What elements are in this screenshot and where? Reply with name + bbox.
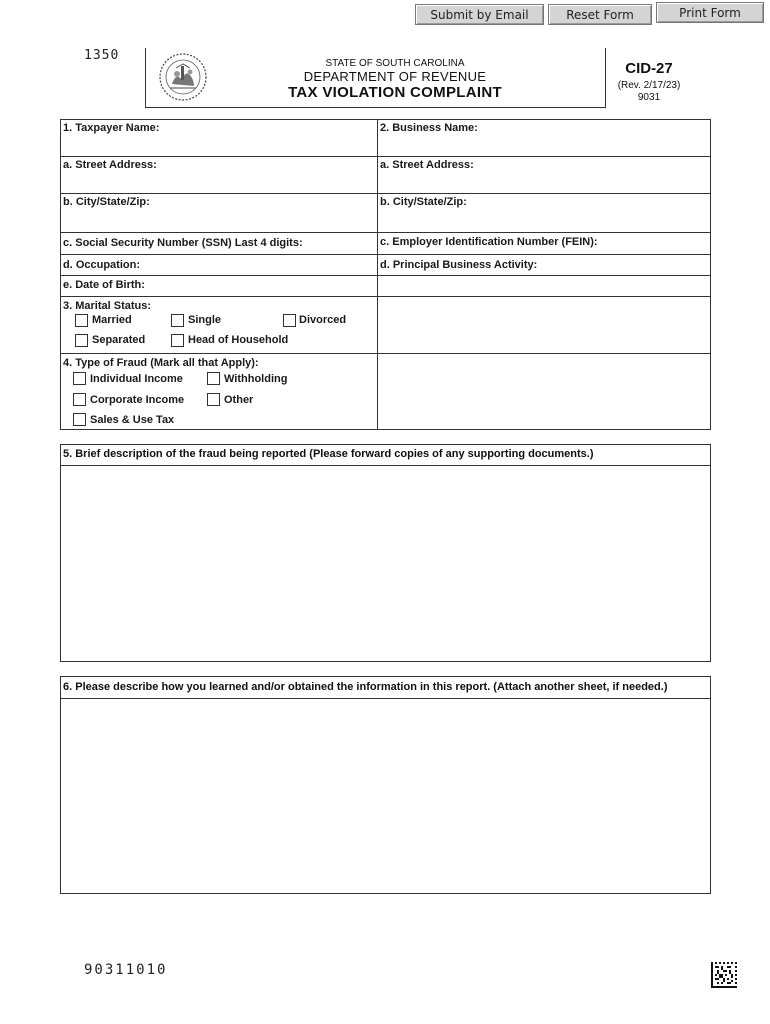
row-divider [60, 353, 711, 354]
barcode-number: 90311010 [84, 962, 168, 978]
other-label: Other [224, 394, 254, 406]
information-source-textarea[interactable] [61, 699, 710, 893]
reset-form-button[interactable]: Reset Form [548, 4, 652, 25]
form-code-top: 1350 [84, 48, 120, 63]
corporate-income-checkbox[interactable] [73, 393, 86, 406]
fraud-description-textarea[interactable] [61, 466, 710, 661]
fraud-type-label: 4. Type of Fraud (Mark all that Apply): [63, 357, 259, 369]
marital-status-label: 3. Marital Status: [63, 300, 152, 312]
business-street-field[interactable]: a. Street Address: [380, 159, 474, 171]
header-divider-left [145, 48, 146, 108]
row-divider [60, 156, 711, 157]
fraud-description-label: 5. Brief description of the fraud being reported (Please forward copies of any supporting documents.) [63, 448, 594, 460]
taxpayer-dob-field[interactable]: e. Date of Birth: [63, 279, 145, 291]
head-of-household-label: Head of Household [188, 334, 289, 346]
row-divider [60, 254, 711, 255]
information-source-label: 6. Please describe how you learned and/or obtained the information in this report. (Attach another sheet, if needed.) [63, 681, 668, 693]
separated-checkbox[interactable] [75, 334, 88, 347]
single-label: Single [188, 314, 222, 326]
withholding-label: Withholding [224, 373, 288, 385]
row-divider [60, 296, 711, 297]
taxpayer-name-field[interactable]: 1. Taxpayer Name: [63, 122, 160, 134]
state-name: STATE OF SOUTH CAROLINA [325, 58, 465, 69]
row-divider [60, 193, 711, 194]
taxpayer-street-field[interactable]: a. Street Address: [63, 159, 157, 171]
individual-income-checkbox[interactable] [73, 372, 86, 385]
department-name: DEPARTMENT OF REVENUE [303, 69, 487, 84]
taxpayer-ssn-field[interactable]: c. Social Security Number (SSN) Last 4 digits: [63, 237, 303, 249]
head-of-household-checkbox[interactable] [171, 334, 184, 347]
state-seal-icon [158, 52, 208, 102]
divorced-checkbox[interactable] [283, 314, 296, 327]
2d-barcode-icon [711, 962, 737, 988]
individual-income-label: Individual Income [90, 373, 183, 385]
corporate-income-label: Corporate Income [90, 394, 185, 406]
form-id: CID-27 [625, 60, 673, 77]
married-checkbox[interactable] [75, 314, 88, 327]
separated-label: Separated [92, 334, 146, 346]
header-rule [145, 107, 605, 108]
submit-by-email-button[interactable]: Submit by Email [415, 4, 544, 25]
form-number: 9031 [637, 92, 661, 103]
business-city-field[interactable]: b. City/State/Zip: [380, 196, 467, 208]
business-fein-field[interactable]: c. Employer Identification Number (FEIN): [380, 236, 598, 248]
single-checkbox[interactable] [171, 314, 184, 327]
revision-date: (Rev. 2/17/23) [617, 80, 681, 91]
row-divider [60, 232, 711, 233]
sales-use-tax-checkbox[interactable] [73, 413, 86, 426]
withholding-checkbox[interactable] [207, 372, 220, 385]
other-checkbox[interactable] [207, 393, 220, 406]
print-form-button[interactable]: Print Form [656, 2, 764, 23]
business-activity-field[interactable]: d. Principal Business Activity: [380, 259, 538, 271]
married-label: Married [92, 314, 132, 326]
row-divider [60, 275, 711, 276]
taxpayer-city-field[interactable]: b. City/State/Zip: [63, 196, 150, 208]
taxpayer-occupation-field[interactable]: d. Occupation: [63, 259, 140, 271]
page-title: TAX VIOLATION COMPLAINT [288, 84, 502, 101]
business-name-field[interactable]: 2. Business Name: [380, 122, 478, 134]
divorced-label: Divorced [299, 314, 347, 326]
sales-use-tax-label: Sales & Use Tax [90, 414, 175, 426]
